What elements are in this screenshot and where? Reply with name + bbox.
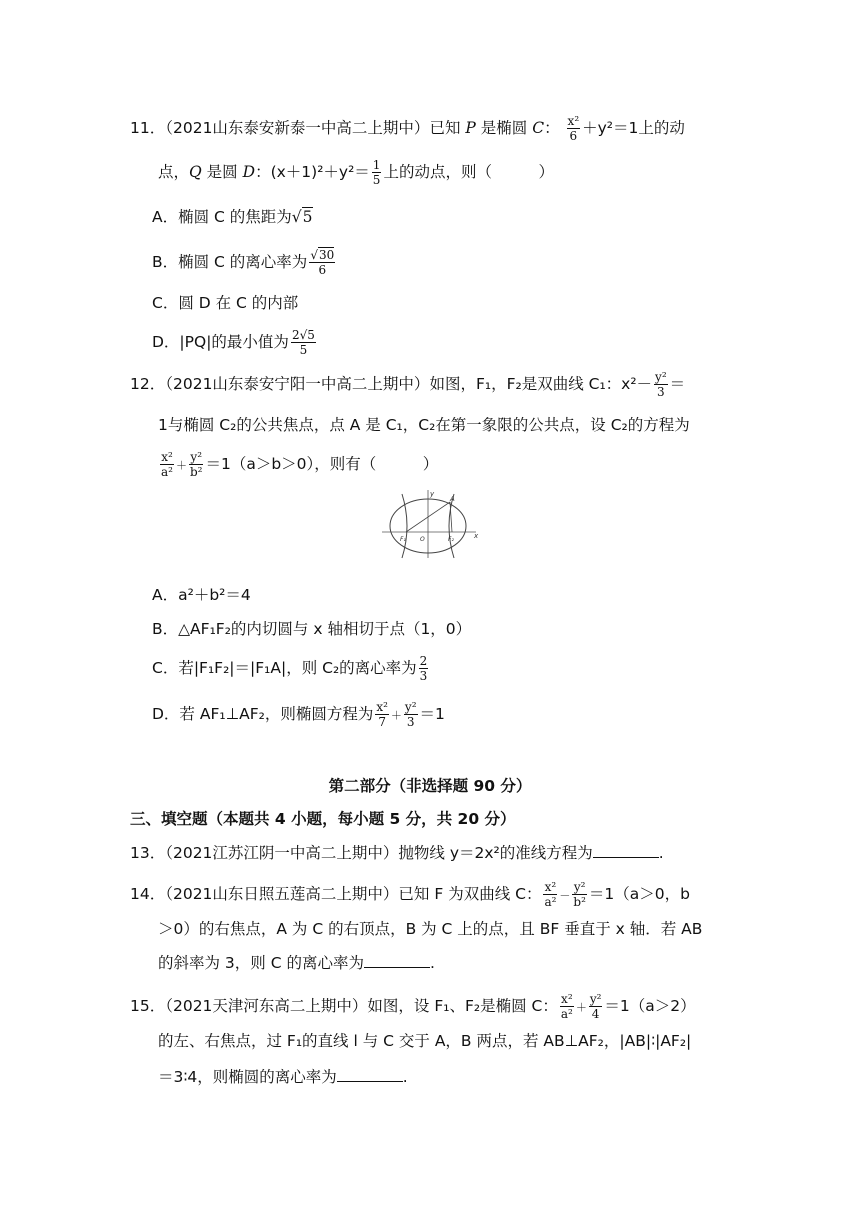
ellipse-hyperbola-figure bbox=[380, 488, 480, 560]
q11-var-c: C bbox=[532, 119, 545, 137]
q11-l2a: 点， bbox=[158, 163, 190, 181]
q13-line: 13．（2021江苏江阴一中高二上期中）抛物线 y＝2x²的准线方程为 . bbox=[130, 844, 664, 862]
q12-d-frac-y2-3: $\frac{\text{y²}}{3}$ bbox=[404, 700, 417, 729]
q11-b-fraction: $\frac{√30}{6}$ bbox=[310, 248, 335, 277]
q11-line2 bbox=[158, 158, 554, 187]
q12-frac-y2-b2: $\frac{\text{y²}}{\text{b²}}$ bbox=[189, 450, 203, 479]
q11-option-a: A．椭圆 C 的焦距为√5 bbox=[152, 208, 313, 226]
q15-frac-x2-a2: $\frac{\text{x²}}{\text{a²}}$ bbox=[560, 992, 573, 1021]
q11-line1 bbox=[130, 114, 685, 143]
label-f1: F₁ bbox=[400, 536, 406, 543]
q12-d-frac-x2-7: $\frac{\text{x²}}{7}$ bbox=[376, 700, 388, 729]
q12-line1: 12．（2021山东泰安宁阳一中高二上期中）如图，F₁，F₂是双曲线 C₁：x²－ $\frac{\text{y²}}{3}$ ＝ bbox=[130, 370, 686, 399]
q11-fraction-x2-6: $\frac{\text{x²}}{6}$ bbox=[567, 114, 580, 143]
q14-line1: 14．（2021山东日照五莲高二上期中）已知 F 为双曲线 C： $\frac{\text{x²}}{\text{a²}}$ － $\frac{\text{y²}}{\text{b²}}$ ＝1（a＞0，b bbox=[130, 880, 690, 909]
q14-line2: ＞0）的右焦点，A 为 C 的右顶点，B 为 C 上的点，且 BF 垂直于 x 轴．若 AB bbox=[158, 920, 703, 938]
label-f2: F₂ bbox=[448, 536, 454, 543]
q14-answer-blank[interactable] bbox=[364, 953, 430, 968]
label-y: y bbox=[430, 490, 435, 498]
section3-title: 三、填空题（本题共 4 小题，每小题 5 分，共 20 分） bbox=[130, 810, 516, 828]
q13-answer-blank[interactable] bbox=[593, 843, 659, 858]
q12-option-b: B．△AF₁F₂的内切圆与 x 轴相切于点（1，0） bbox=[152, 620, 472, 638]
q12-line2: 1与椭圆 C₂的公共焦点，点 A 是 C₁，C₂在第一象限的公共点，设 C₂的方程为 bbox=[158, 416, 690, 434]
q14-line3: 的斜率为 3，则 C 的离心率为 . bbox=[158, 954, 435, 972]
q11-var-q: Q bbox=[189, 163, 202, 181]
q12-fraction-y2-3: $\frac{\text{y²}}{3}$ bbox=[655, 370, 667, 399]
q11-text: 已知 bbox=[429, 119, 461, 137]
q12-line3: $\frac{\text{x²}}{\text{a²}}$ ＋ $\frac{\text{y²}}{\text{b²}}$ ＝1（a＞b＞0），则有（ ） bbox=[161, 450, 439, 479]
q11-number: 11． bbox=[130, 119, 166, 137]
q11-fraction-1-5: $\frac{1}{5}$ bbox=[372, 158, 381, 187]
q11-d-fraction: $\frac{2√5}{5}$ bbox=[291, 328, 315, 357]
q15-line3: ＝3∶4，则椭圆的离心率为 . bbox=[158, 1068, 408, 1086]
q11-source: （2021山东泰安新泰一中高二上期中） bbox=[165, 119, 430, 137]
label-a: A bbox=[450, 495, 455, 503]
q11-circle-eq: ：(x＋1)²＋y²＝ bbox=[255, 163, 370, 181]
q11-l2b: 是圆 bbox=[206, 163, 238, 181]
label-x: x bbox=[474, 532, 479, 540]
q15-frac-y2-4: $\frac{\text{y²}}{4}$ bbox=[589, 992, 602, 1021]
q11-option-c: C．圆 D 在 C 的内部 bbox=[152, 294, 299, 312]
q11-var-p: P bbox=[465, 119, 476, 137]
q15-line1: 15．（2021天津河东高二上期中）如图，设 F₁、F₂是椭圆 C： $\frac{\text{x²}}{\text{a²}}$ ＋ $\frac{\text{y²}}{4}$ ＝1（a＞2） bbox=[130, 992, 696, 1021]
q14-frac-x2-a2: $\frac{\text{x²}}{\text{a²}}$ bbox=[544, 880, 557, 909]
part2-title: 第二部分（非选择题 90 分） bbox=[328, 777, 532, 795]
q11-text3: ＋y²＝1上的动 bbox=[582, 119, 685, 137]
q12-option-c: C．若|F₁F₂|＝|F₁A|，则 C₂的离心率为 $\frac{2}{3}$ bbox=[152, 654, 428, 683]
q12-option-d: D．若 AF₁⊥AF₂，则椭圆方程为 $\frac{\text{x²}}{7}$ ＋ $\frac{\text{y²}}{3}$ ＝1 bbox=[152, 700, 445, 729]
q11-l2c: 上的动点，则（ ） bbox=[383, 163, 554, 181]
q12-option-a: A．a²＋b²＝4 bbox=[152, 586, 251, 604]
label-o: O bbox=[420, 536, 425, 543]
q15-line2: 的左、右焦点，过 F₁的直线 l 与 C 交于 A，B 两点，若 AB⊥AF₂，|AB|∶|AF₂| bbox=[158, 1032, 692, 1050]
q11-option-d: D．|PQ|的最小值为 $\frac{2√5}{5}$ bbox=[152, 328, 315, 357]
q11-text2: 是椭圆 bbox=[480, 119, 528, 137]
q14-frac-y2-b2: $\frac{\text{y²}}{\text{b²}}$ bbox=[573, 880, 586, 909]
q11-option-b: B．椭圆 C 的离心率为 $\frac{√30}{6}$ bbox=[152, 248, 335, 277]
q11-colon: ： bbox=[544, 119, 560, 137]
q12-frac-x2-a2: $\frac{\text{x²}}{\text{a²}}$ bbox=[161, 450, 173, 479]
q15-answer-blank[interactable] bbox=[337, 1067, 403, 1082]
q11-var-d: D bbox=[242, 163, 256, 181]
q12-c-fraction: $\frac{2}{3}$ bbox=[419, 654, 428, 683]
